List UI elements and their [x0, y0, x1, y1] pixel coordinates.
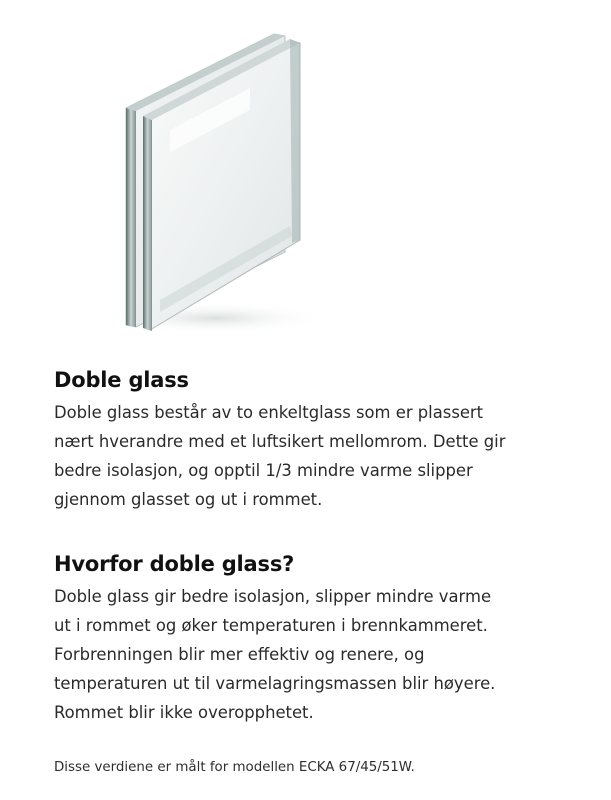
- body-line: Doble glass består av to enkeltglass som er plassert: [54, 403, 484, 422]
- section-heading: Doble glass: [54, 368, 189, 392]
- body-line: ut i rommet og øker temperaturen i brennkammeret.: [54, 616, 488, 635]
- back-pane-edge: [126, 108, 136, 327]
- section-heading: Hvorfor doble glass?: [54, 552, 295, 576]
- hvorfor-doble-glass-section: [54, 550, 574, 727]
- body-line: temperaturen ut til varmelagringsmassen blir høyere.: [54, 674, 496, 693]
- section-body: [54, 582, 574, 727]
- section-body: [54, 398, 574, 514]
- front-pane-edge: [143, 116, 152, 331]
- body-line: gjennom glasset og ut i rommet.: [54, 490, 323, 509]
- body-line: Forbrenningen blir mer effektiv og renere, og: [54, 645, 425, 664]
- body-line: Doble glass gir bedre isolasjon, slipper mindre varme: [54, 587, 492, 606]
- body-line: nært hverandre med et luftsikert mellomrom. Dette gir: [54, 432, 506, 451]
- doble-glass-section: [54, 366, 574, 514]
- body-line: bedre isolasjon, og opptil 1/3 mindre varme slipper: [54, 461, 473, 480]
- body-line: Rommet blir ikke overopphetet.: [54, 703, 314, 722]
- footnote: Disse verdiene er målt for modellen ECKA 67/45/51W.: [54, 760, 415, 775]
- double-glass-illustration: [0, 0, 611, 350]
- front-pane: [147, 41, 300, 330]
